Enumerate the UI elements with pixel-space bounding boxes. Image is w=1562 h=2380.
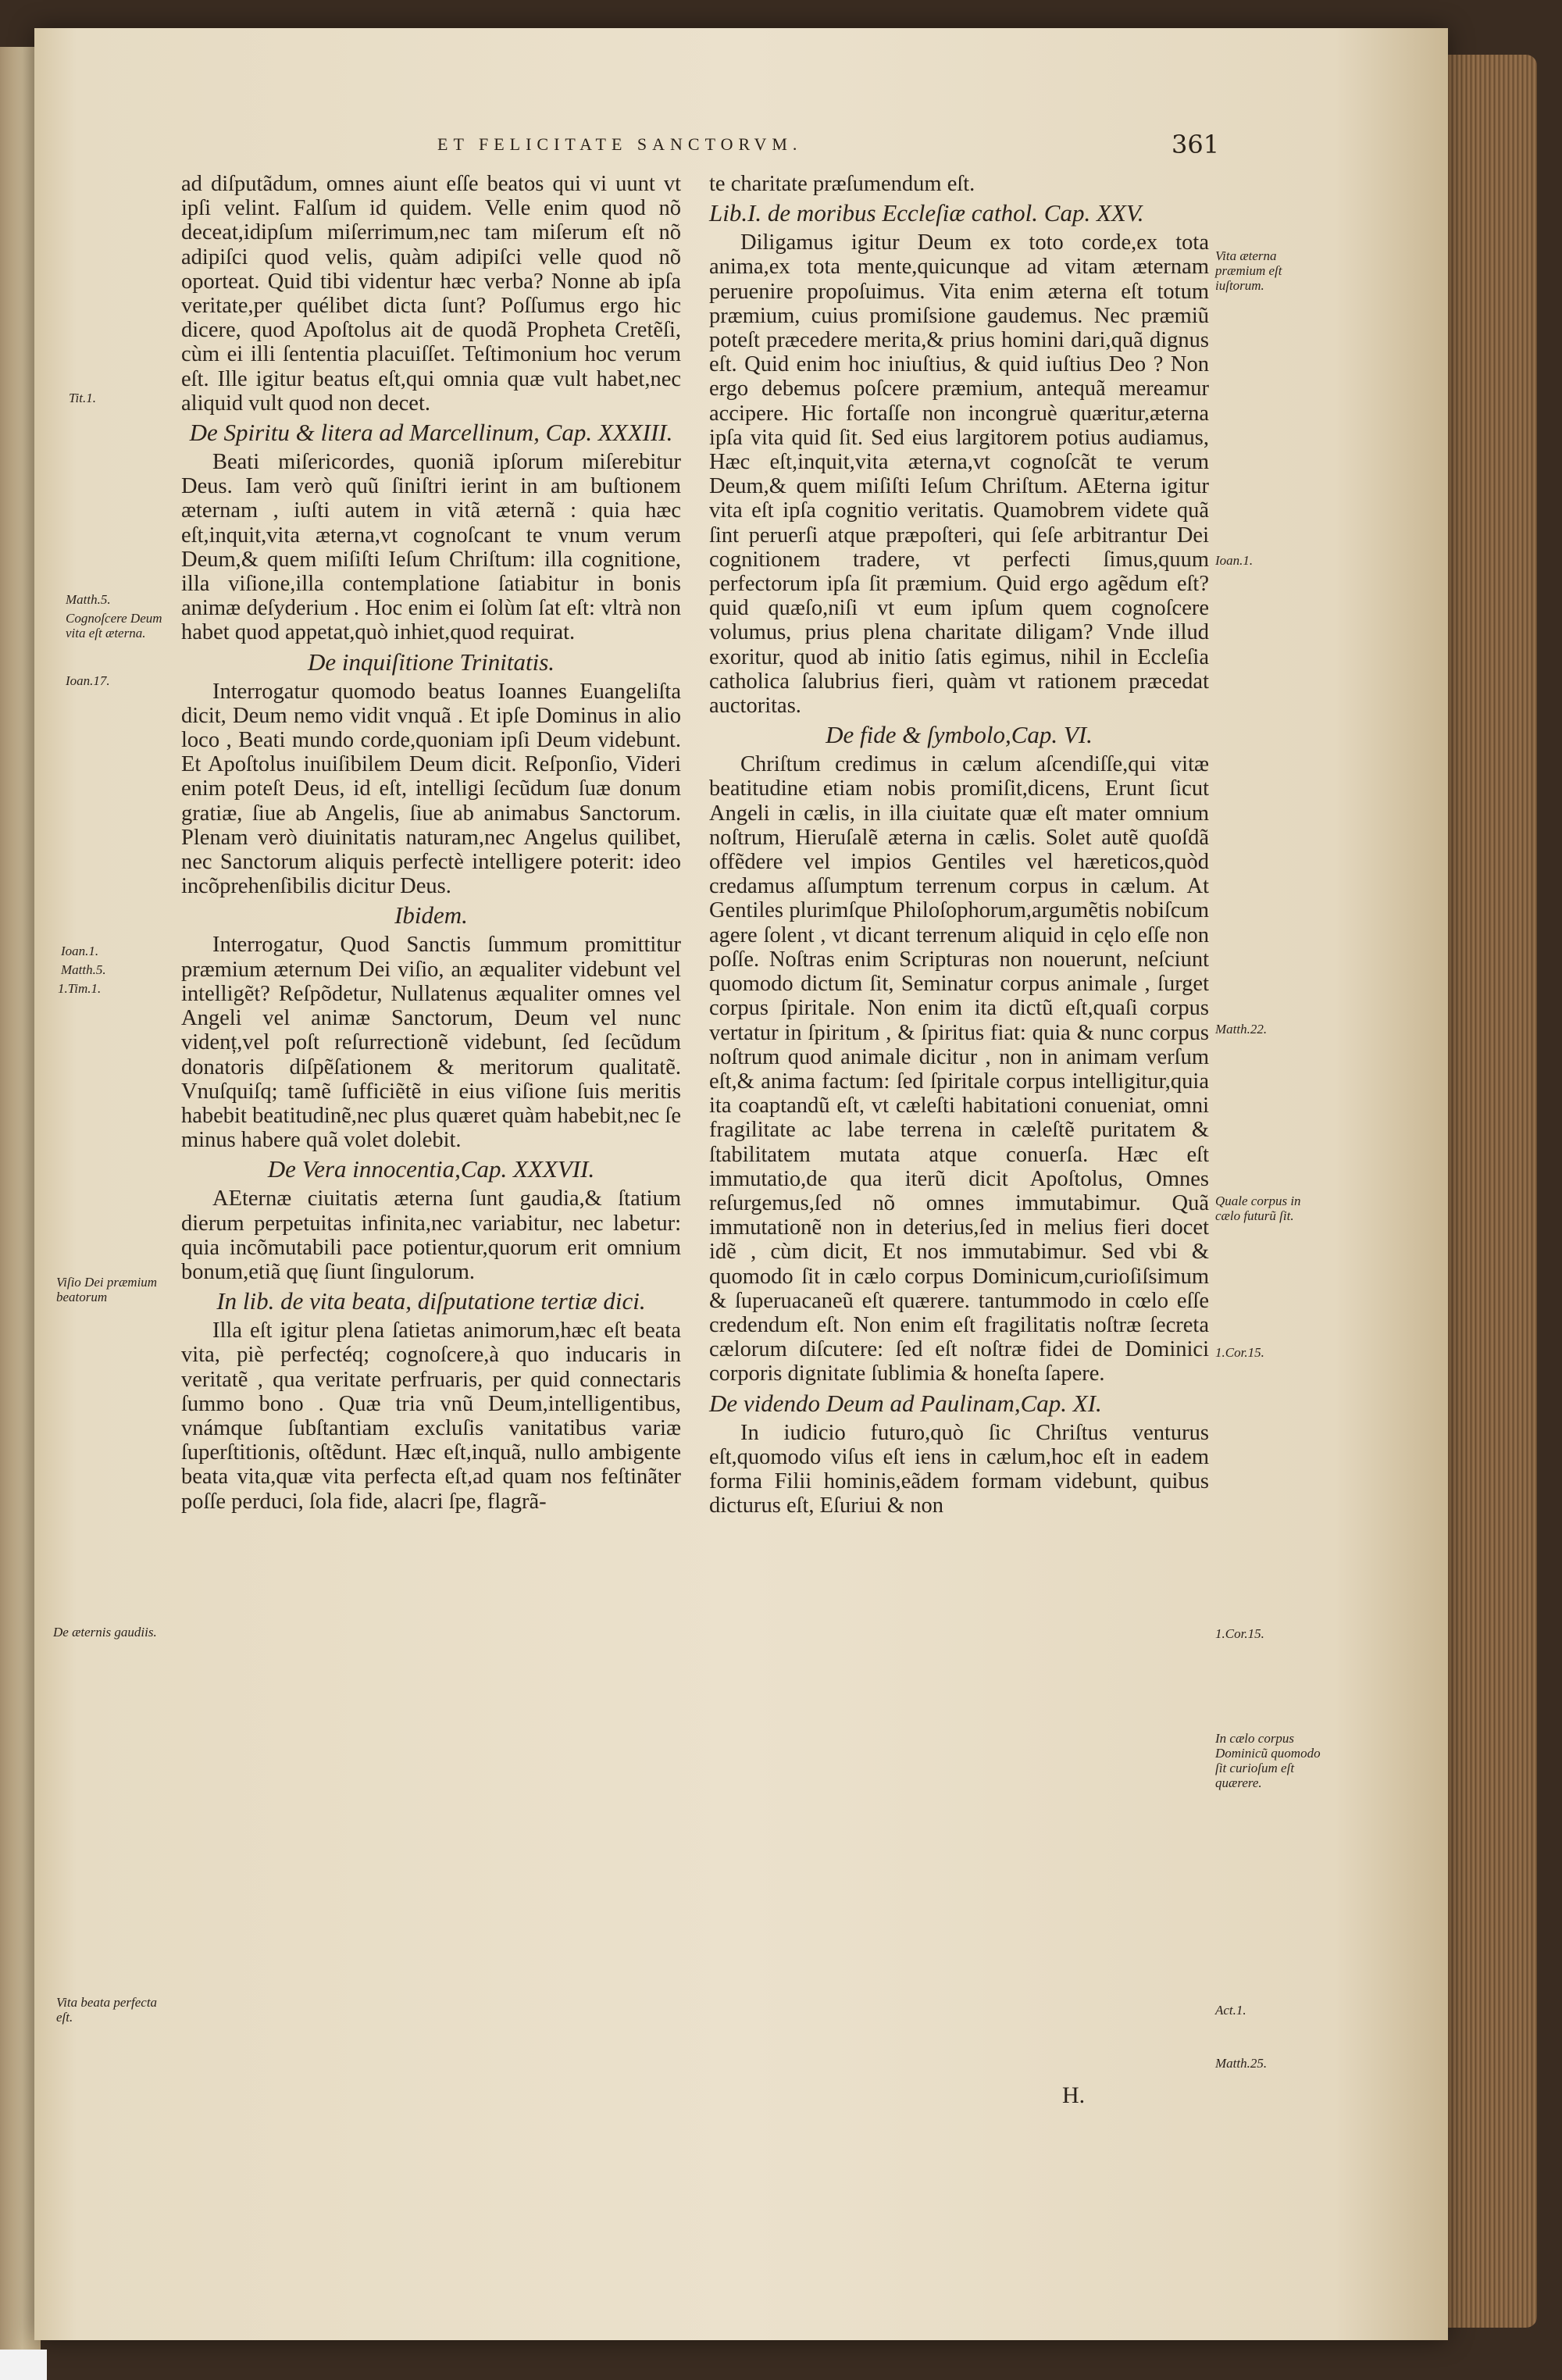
margin-note: 1.Cor.15. — [1215, 1345, 1264, 1360]
section-heading: De inquiſitione Trinitatis. — [307, 648, 555, 676]
margin-note: Matth.22. — [1215, 1022, 1268, 1037]
margin-note: Viſio Dei præmium beatorum — [56, 1275, 158, 1304]
margin-note: Matth.25. — [1215, 2056, 1268, 2071]
section-heading: Ibidem. — [394, 901, 468, 930]
margin-note: Ioan.17. — [66, 673, 110, 688]
margin-note: Matth.5. — [66, 592, 111, 607]
paragraph: te charitate præſumendum eſt. — [709, 172, 975, 196]
margin-note: Cognoſcere Deum vita eſt æterna. — [66, 611, 162, 640]
margin-note: In cælo corpus Dominicũ quomodo ſit curioſum eſt quærere. — [1215, 1731, 1321, 1790]
margin-note: 1.Cor.15. — [1215, 1626, 1264, 1641]
right-column — [709, 172, 1209, 1518]
paragraph: Beati miſericordes, quoniã ipſorum miſerebitur Deus. Iam verò quũ ſiniſtri ierint in am buſtionem æternam , iuſti autem in vitã æternã : quia hæc eſt,inquit,vita æterna,vt cognoſcant te vnum verum Deum,& quem miſiſti Ieſum Chriſtum: illa cognitione, illa viſione,illa contemplatione ſatiabitur in bonis animæ deſyderium . Hoc enim ei ſolùm ſat eſt: vltrà non habet quod appetat,quò inhiet,quod requirat. — [181, 450, 681, 645]
book-fore-edge — [1443, 55, 1537, 2328]
section-heading: In lib. de vita beata, diſputatione tertiæ dici. — [216, 1287, 646, 1315]
margin-note: Act.1. — [1215, 2003, 1246, 2018]
paragraph: In iudicio futuro,quò ſic Chriſtus venturus eſt,quomodo viſus eſt iens in cælum,hoc eſt in eadem forma Filii hominis,eãdem formam videbunt, quibus dicturus eſt, Eſuriui & non — [709, 1420, 1209, 1518]
margin-note: Ioan.1. — [61, 944, 99, 958]
paragraph: Interrogatur, Quod Sanctis ſummum promittitur præmium æternum Dei viſio, an æqualiter videbunt vel intelligẽt? Reſpõdetur, Nullatenus æqualiter omnes vel Angeli vel animæ Sanctorum, Deum vel nunc videnț,vel poſt reſurrectionẽ videbunt, ſed ſecũdum donatoris diſpẽſationem & meritorum qualitatẽ. Vnuſquiſq; tamẽ ſufficiẽtẽ in eius viſione ſuis meritis habebit beatitudinẽ,nec plus quæret quàm habebit,nec ſe minus habere quã volet dolebit. — [181, 933, 681, 1153]
paragraph: Interrogatur quomodo beatus Ioannes Euangeliſta dicit, Deum nemo vidit vnquã . Et ipſe Dominus in alio loco , Beati mundo corde,quoniam ipſi Deum videbunt. Et Apoſtolus inuiſibilem Deum dicit. Reſponſio, Videri enim poteſt Deus, id eſt, intelligi ſecũdum ſuæ donum gratiæ, ſiue ab Angelis, ſiue ab animabus Sanctorum. Plenam verò diuinitatis naturam,nec Angelus quilibet, nec Sanctorum aliquis perfectè intelligere poterit: ideo incõprehenſibilis dicitur Deus. — [181, 679, 681, 899]
section-heading: De videndo Deum ad Paulinam,Cap. XI. — [709, 1389, 1102, 1417]
paragraph: Diligamus igitur Deum ex toto corde,ex tota anima,ex tota mente,quicunque ad vitam æternam peruenire propoſuimus. Vita enim æterna eſt totum præmium, cuius promiſsione gaudemus. Nec præmiũ poteſt præcedere merita,& prius homini dari,quã dignus eſt. Quid enim hoc iniuſtius, & quid iuſtius Deo ? Non ergo debemus poſcere præmium, antequã mereamur accipere. Hic fortaſſe non incongruè quæritur,æterna ipſa vita quid ſit. Sed eius largitorem potius audiamus, Hæc eſt,inquit,vita æterna,vt cognoſcãt te verum Deum,& quem miſiſti Ieſum Chriſtum. AEterna igitur vita eſt ipſa cognitio veritatis. Quamobrem videte quã ſint peruerſi atque præpoſteri, qui ſeſe arbitrantur Dei cognitionem tradere, vt perfecti ſimus,quum perfectorum ipſa ſit præmium. Quid ergo agẽdum eſt? quid quæſo,niſi vt eum ipſum quem cognoſcere volumus, prius plena charitate diligam? Vnde illud exoritur, quod ab initio ſatis egimus, nihil in Eccleſia catholica ſalubrius fieri, quàm vt rationem præcedat auctoritas. — [709, 230, 1209, 719]
library-stamp — [0, 2350, 47, 2380]
section-heading: De fide & ſymbolo,Cap. VI. — [826, 721, 1093, 749]
left-column — [181, 172, 681, 1514]
margin-note: Matth.5. — [61, 962, 106, 977]
catchword: H. — [1062, 2082, 1086, 2108]
section-heading: De Spiritu & litera ad Marcellinum, Cap. XXXIII. — [189, 419, 673, 447]
margin-note: Ioan.1. — [1215, 553, 1254, 568]
margin-note: 1.Tim.1. — [58, 981, 102, 996]
paragraph: AEternæ ciuitatis æterna ſunt gaudia,& ſtatium dierum perpetuitas infinita,nec variabitur, nec labetur: quia incõmutabili pace potientur,quorum erit omnium bonum,etiã quę ſiunt ſingulorum. — [181, 1186, 681, 1284]
margin-note: De æternis gaudiis. — [53, 1625, 157, 1640]
paragraph: Illa eſt igitur plena ſatietas animorum,hæc eſt beata vita, piè perfectéq; cognoſcere,à quo inducaris in veritatẽ , qua veritate perfruaris, per quid connectaris ſummo bono . Quæ tria vnũ Deum,intelligentibus, vnámque ſubſtantiam excluſis vanitatibus variæ ſuperſtitionis, oſtẽdunt. Hæc eſt,inquã, nullo ambigente beata vita,quæ vita perfecta eſt,ad quam nos feſtinãter poſſe perduci, ſola fide, alacri ſpe, flagrã- — [181, 1318, 681, 1514]
margin-note: Vita beata perfecta eſt. — [56, 1995, 158, 2025]
margin-note: Quale corpus in cælo futurũ ſit. — [1215, 1194, 1301, 1223]
paragraph: Chriſtum credimus in cælum aſcendiſſe,qui vitæ beatitudine etiam nobis promiſit,dicens, Erunt ſicut Angeli in cælis, in illa ciuitate quæ eſt mater omnium noſtrum, Hieruſalẽ æterna in cælis. Solet autẽ quoſdã offẽdere vel impios Gentiles vel hæreticos,quòd credamus aſſumptum terrenum corpus in cælum. At Gentiles plurimſque Philoſophorum,argumẽtis nobiſcum agere ſolent , vt dicant terrenum aliquid in cęlo eſſe non poſſe. Noſtras enim Scripturas non nouerunt, neſciunt quomodo dictum ſit, Seminatur corpus animale , ſurget corpus ſpiritale. Non enim ita dictũ eſt,quaſi corpus vertatur in ſpiritum , & ſpiritus fiat: quia & nunc corpus noſtrum quod animale dicitur , non in animam verſum eſt,& anima factum: ſed ſpiritale corpus intelligitur,quia ita coaptandũ eſt, vt cæleſti habitationi conueniat, omni fragilitate ac labe terrena in cæleſtẽ puritatem & ſtabilitatem mutata atque conuerſa. Hæc eſt immutatio,de qua iterũ dicit Apoſtolus, Omnes reſurgemus,ſed nõ omnes immutabimur. Quã immutationẽ non in deterius,ſed in melius fieri docet idẽ , cùm dicit, Et nos immutabimur. Sed vbi & quomodo ſit in cælo corpus Dominicum,curioſiſsimum & ſuperuacaneũ eſt quærere. tantummodo in cœlo eſſe credendum eſt. Non enim eſt fragilitatis noſtræ ſecreta cælorum diſcutere: ſed eſt noſtræ fidei de Dominici corporis dignitate ſublimia & honeſta ſapere. — [709, 752, 1209, 1386]
paragraph: ad diſputãdum, omnes aiunt eſſe beatos qui vi uunt vt ipſi velint. Falſum id quidem. Velle enim quod nõ deceat,idipſum miſerrimum,nec tam miſerum eſt nõ adipiſci quod velis, quàm adipiſci velle quod nõ oporteat. Quid tibi videntur hæc verba? Nonne ab ipſa veritate,per quélibet dicta ſunt? Poſſumus ergo hic dicere, quod Apoſtolus ait de quodã Propheta Cretẽſi, cùm ei illi ſententia placuiſſet. Teſtimonium hoc verum eſt. Ille igitur beatus eſt,qui omnia quæ vult habet,nec aliquid vult quod non decet. — [181, 172, 681, 416]
running-head: ET FELICITATE SANCTORVM. — [437, 134, 803, 154]
margin-note: Tit.1. — [69, 391, 96, 405]
section-heading: De Vera innocentia,Cap. XXXVII. — [267, 1155, 595, 1183]
section-heading: Lib.I. de moribus Eccleſiæ cathol. Cap. XXV. — [709, 199, 1144, 227]
page-number: 361 — [1172, 130, 1220, 159]
margin-note: Vita æterna præmium eſt iuſtorum. — [1215, 248, 1282, 293]
